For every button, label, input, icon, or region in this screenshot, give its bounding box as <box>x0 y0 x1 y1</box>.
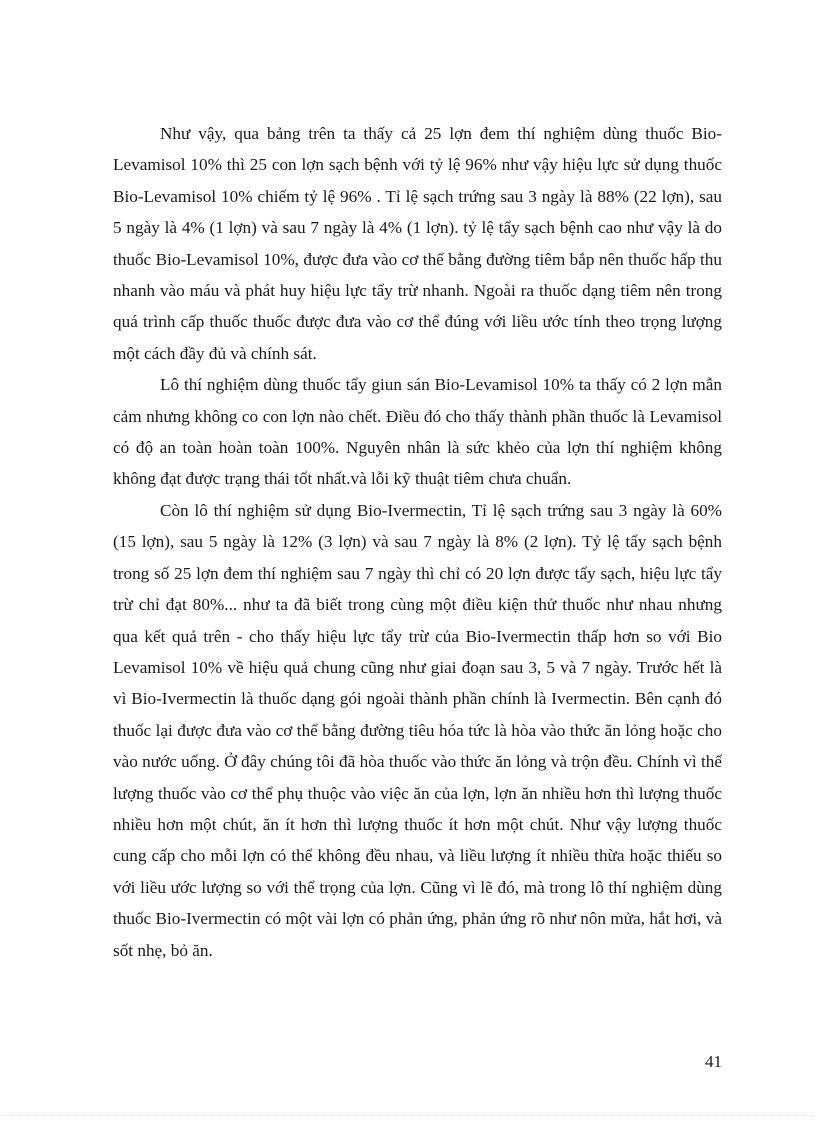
paragraph-ivermectin-results: Còn lô thí nghiệm sử dụng Bio-Ivermectin, Tỉ lệ sạch trứng sau 3 ngày là 60% (15 lợn), sau 5 ngày là 12% (3 lợn) và sau 7 ngày là 8% (2 lợn). Tỷ lệ tẩy sạch bệnh trong số 25 lợn đem thí nghiệm sau 7 ngày thì chỉ có 20 lợn được tẩy sạch, hiệu lực tẩy trừ chỉ đạt 80%... như ta đã biết trong cùng một điều kiện thử thuốc như nhau nhưng qua kết quả trên - cho thấy hiệu lực tẩy trừ của Bio-Ivermectin thấp hơn so với Bio Levamisol 10% về hiệu quả chung cũng như giai đoạn sau 3, 5 và 7 ngày. Trước hết là vì Bio-Ivermectin là thuốc dạng gói ngoài thành phần chính là Ivermectin. Bên cạnh đó thuốc lại được đưa vào cơ thể bằng đường tiêu hóa tức là hòa vào thức ăn lỏng hoặc cho vào nước uống. Ở đây chúng tôi đã hòa thuốc vào thức ăn lỏng và trộn đều. Chính vì thế lượng thuốc vào cơ thể phụ thuộc vào việc ăn của lợn, lợn ăn nhiều hơn thì lượng thuốc nhiều hơn một chút, ăn ít hơn thì lượng thuốc ít hơn một chút. Như vậy lượng thuốc cung cấp cho mỗi lợn có thể không đều nhau, và liều lượng ít nhiều thừa hoặc thiếu so với liều ước lượng so với thể trọng của lợn. Cũng vì lẽ đó, mà trong lô thí nghiệm dùng thuốc Bio-Ivermectin có một vài lợn có phản ứng, phản ứng rõ như nôn mửa, hắt hơi, và sốt nhẹ, bỏ ăn. <box>113 500 722 960</box>
paragraph-levamisol-safety: Lô thí nghiệm dùng thuốc tẩy giun sán Bio-Levamisol 10% ta thấy có 2 lợn mẫn cảm nhưng không co con lợn nào chết. Điều đó cho thấy thành phần thuốc là Levamisol có độ an toàn hoàn toàn 100%. Nguyên nhân là sức khẻo của lợn thí nghiệm không không đạt được trạng thái tốt nhất.và lỗi kỹ thuật tiêm chưa chuẩn. <box>113 375 722 489</box>
paragraph-levamisol-results: Như vậy, qua bảng trên ta thấy cả 25 lợn đem thí nghiệm dùng thuốc Bio-Levamisol 10% thì 25 con lợn sạch bệnh với tỷ lệ 96% như vậy hiệu lực sử dụng thuốc Bio-Levamisol 10% chiếm tỷ lệ 96% . Tỉ lệ sạch trứng sau 3 ngày là 88% (22 lợn), sau 5 ngày là 4% (1 lợn) và sau 7 ngày là 4% (1 lợn). tỷ lệ tẩy sạch bệnh cao như vậy là do thuốc Bio-Levamisol 10%, được đưa vào cơ thể bằng đường tiêm bắp nên thuốc hấp thu nhanh vào máu và phát huy hiệu lực tẩy trừ nhanh. Ngoài ra thuốc dạng tiêm nên trong quá trình cấp thuốc thuốc được đưa vào cơ thể đúng với liều ước tính theo trọng lượng một cách đầy đủ và chính sát. <box>113 124 722 363</box>
body-text <box>113 118 722 966</box>
page-number: 41 <box>705 1052 722 1071</box>
page-bottom-divider <box>2 1115 814 1116</box>
